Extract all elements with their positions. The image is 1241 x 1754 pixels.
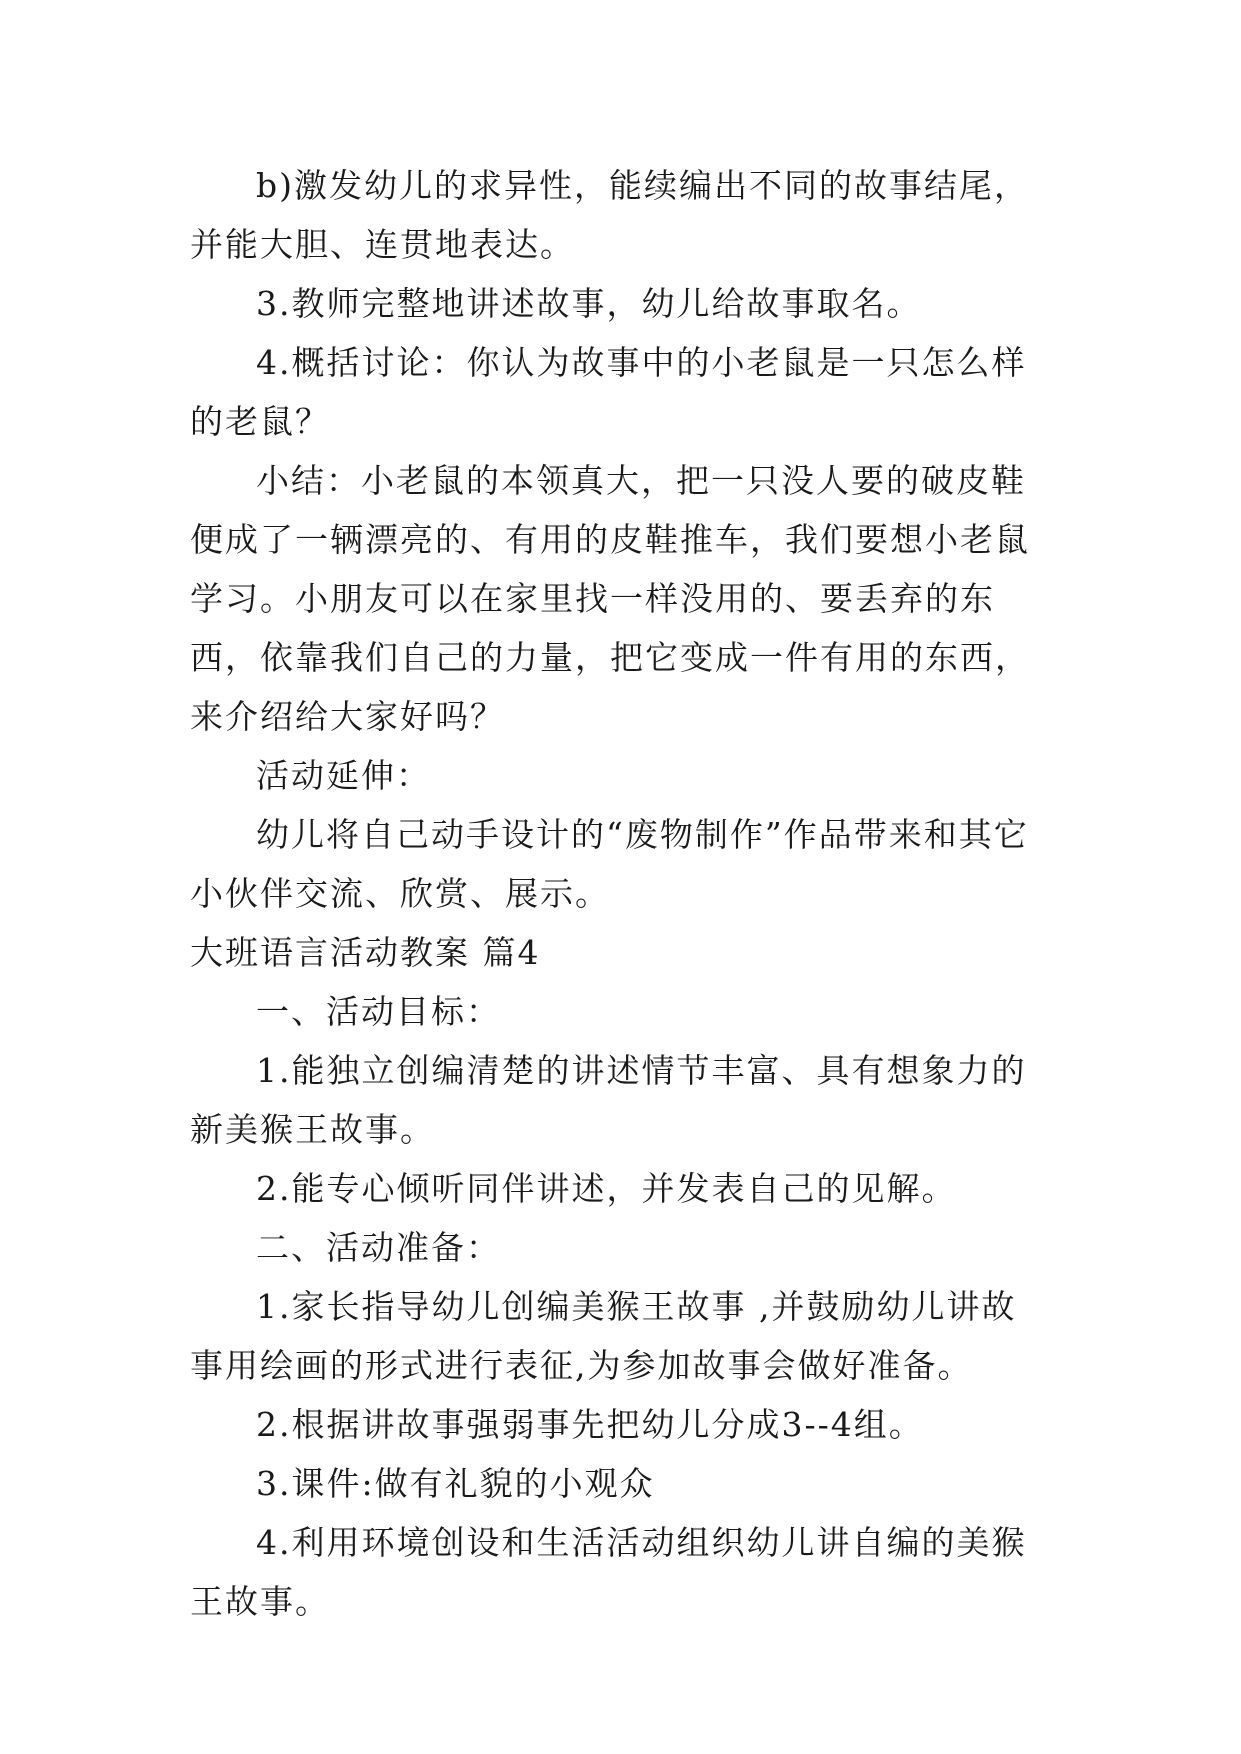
paragraph-goal-2: 2.能专心倾听同伴讲述，并发表自己的见解。 — [256, 1169, 957, 1208]
paragraph-prep-2: 2.根据讲故事强弱事先把幼儿分成3--4组。 — [256, 1405, 924, 1444]
paragraph-step-3: 3.教师完整地讲述故事，幼儿给故事取名。 — [256, 284, 922, 323]
paragraph-prep-1: 1.家长指导幼儿创编美猴王故事 ,并鼓励幼儿讲故事用绘画的形式进行表征,为参加故事会做好准备。 — [190, 1287, 1017, 1385]
paragraph-goals-title: 一、活动目标： — [256, 992, 501, 1031]
paragraph-extension-title: 活动延伸： — [256, 756, 431, 795]
paragraph-step-4: 4.概括讨论：你认为故事中的小老鼠是一只怎么样的老鼠？ — [190, 343, 1027, 441]
paragraph-summary: 小结：小老鼠的本领真大，把一只没人要的破皮鞋便成了一辆漂亮的、有用的皮鞋推车，我们要想小老鼠学习。小朋友可以在家里找一样没用的、要丢弃的东西，依靠我们自己的力量，把它变成一件有用的东西，来介绍给大家好吗？ — [190, 461, 1030, 736]
paragraph-b-continuation: b)激发幼儿的求异性，能续编出不同的故事结尾，并能大胆、连贯地表达。 — [190, 166, 1029, 264]
paragraph-prep-title: 二、活动准备： — [256, 1228, 501, 1267]
section-heading: 大班语言活动教案 篇4 — [190, 933, 541, 972]
paragraph-extension-body: 幼儿将自己动手设计的“废物制作”作品带来和其它小伙伴交流、欣赏、展示。 — [190, 815, 1029, 913]
paragraph-goal-1: 1.能独立创编清楚的讲述情节丰富、具有想象力的新美猴王故事。 — [190, 1051, 1027, 1149]
paragraph-prep-4: 4.利用环境创设和生活活动组织幼儿讲自编的美猴王故事。 — [190, 1523, 1027, 1621]
paragraph-prep-3: 3.课件:做有礼貌的小观众 — [256, 1464, 655, 1503]
document-body — [190, 156, 1050, 1631]
